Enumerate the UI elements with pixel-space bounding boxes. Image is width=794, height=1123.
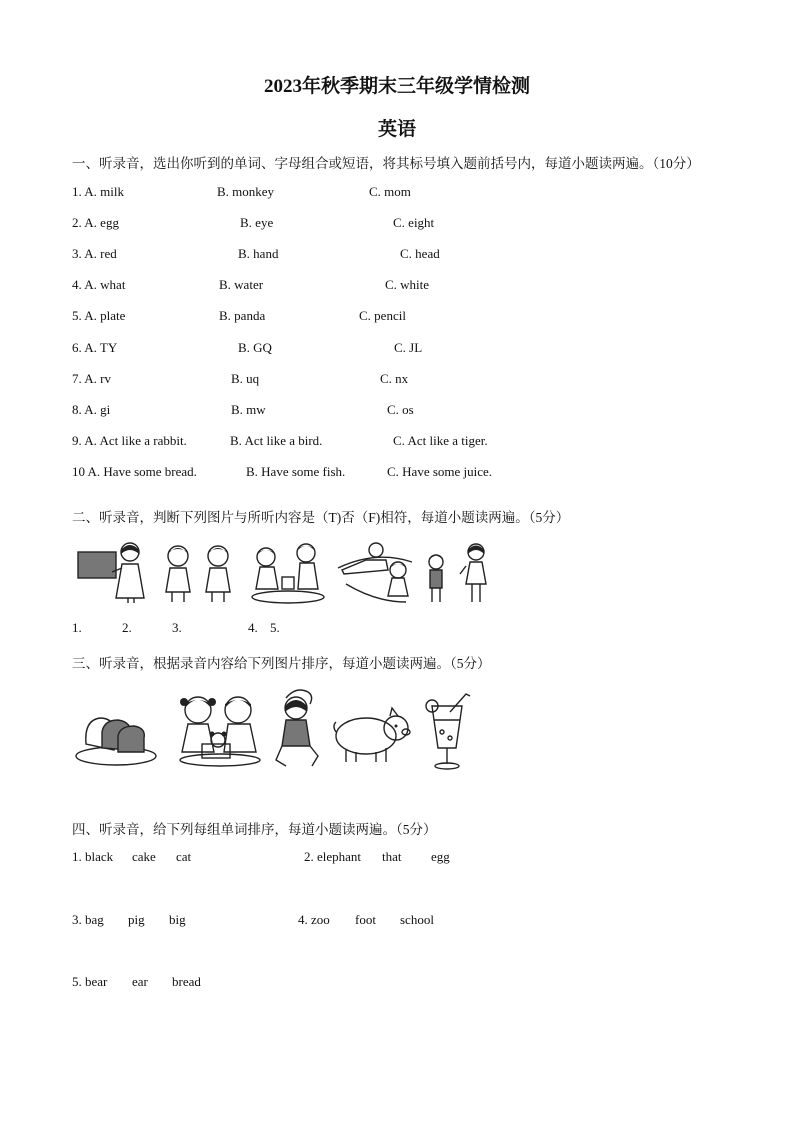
option-b: B. monkey bbox=[217, 184, 275, 199]
word: big bbox=[169, 912, 186, 927]
page-title: 2023年秋季期末三年级学情检测 bbox=[263, 76, 530, 97]
word-group bbox=[72, 974, 272, 990]
question-row bbox=[72, 402, 752, 418]
option-b: B. Act like a bird. bbox=[230, 433, 323, 448]
word: cat bbox=[176, 849, 192, 864]
option-a: 4. A. what bbox=[72, 277, 126, 292]
section4-heading: 四、听录音，给下列每组单词排序，每道小题读两遍。（5分） bbox=[72, 822, 437, 837]
boy-and-girl-image bbox=[420, 542, 496, 604]
section3-heading: 三、听录音，根据录音内容给下列图片排序，每道小题读两遍。（5分） bbox=[72, 656, 491, 671]
section2-numbers bbox=[72, 620, 372, 636]
bread-plate-image bbox=[74, 704, 158, 768]
word: 3. bag bbox=[72, 912, 104, 927]
word: pig bbox=[128, 912, 145, 927]
juice-glass-image bbox=[424, 692, 472, 772]
word: egg bbox=[431, 849, 450, 864]
word-group bbox=[298, 912, 498, 928]
option-c: C. white bbox=[385, 277, 430, 292]
word: bread bbox=[172, 974, 201, 989]
picture-number: 1. bbox=[72, 620, 82, 635]
children-playing-image bbox=[248, 543, 328, 605]
option-b: B. panda bbox=[219, 308, 266, 323]
pig-image bbox=[332, 704, 412, 766]
boys-playing-image bbox=[336, 540, 414, 604]
option-c: C. pencil bbox=[359, 308, 406, 323]
option-a: 8. A. gi bbox=[72, 402, 111, 417]
option-a: 9. A. Act like a rabbit. bbox=[72, 433, 187, 448]
word: school bbox=[400, 912, 434, 927]
option-a: 2. A. egg bbox=[72, 215, 119, 230]
option-b: B. hand bbox=[238, 246, 279, 261]
option-c: C. JL bbox=[394, 340, 423, 355]
question-row bbox=[72, 215, 752, 231]
option-c: C. Have some juice. bbox=[387, 464, 493, 479]
option-c: C. os bbox=[387, 402, 414, 417]
word-group bbox=[304, 849, 524, 865]
word: cake bbox=[132, 849, 156, 864]
children-with-panda-image bbox=[172, 690, 268, 770]
option-b: B. Have some fish. bbox=[246, 464, 346, 479]
section2-heading: 二、听录音，判断下列图片与所听内容是（T)否（F)相符，每道小题读两遍。（5分） bbox=[72, 510, 570, 525]
section1-heading: 一、听录音，选出你听到的单词、字母组合或短语，将其标号填入题前括号内，每道小题读两遍。（10分） bbox=[72, 156, 700, 171]
word-group bbox=[72, 849, 272, 865]
option-a: 7. A. rv bbox=[72, 371, 111, 386]
question-row bbox=[72, 340, 752, 356]
option-c: C. Act like a tiger. bbox=[393, 433, 488, 448]
option-c: C. nx bbox=[380, 371, 409, 386]
option-b: B. eye bbox=[240, 215, 274, 230]
question-row bbox=[72, 308, 752, 324]
picture-number: 4. bbox=[248, 620, 258, 635]
question-row bbox=[72, 433, 752, 449]
question-row bbox=[72, 246, 752, 262]
word: 5. bear bbox=[72, 974, 108, 989]
option-a: 10 A. Have some bread. bbox=[72, 464, 197, 479]
option-a: 6. A. TY bbox=[72, 340, 118, 355]
two-girls-image bbox=[160, 544, 240, 604]
option-a: 3. A. red bbox=[72, 246, 117, 261]
word: 4. zoo bbox=[298, 912, 330, 927]
picture-number: 3. bbox=[172, 620, 182, 635]
word: 2. elephant bbox=[304, 849, 362, 864]
question-row bbox=[72, 371, 752, 387]
subject-title: 英语 bbox=[377, 119, 416, 140]
option-a: 1. A. milk bbox=[72, 184, 125, 199]
option-c: C. head bbox=[400, 246, 440, 261]
question-row bbox=[72, 464, 752, 480]
word: that bbox=[382, 849, 402, 864]
question-row bbox=[72, 277, 752, 293]
option-a: 5. A. plate bbox=[72, 308, 126, 323]
picture-number: 2. bbox=[122, 620, 132, 635]
word: ear bbox=[132, 974, 148, 989]
option-c: C. eight bbox=[393, 215, 435, 230]
word: foot bbox=[355, 912, 376, 927]
teacher-blackboard-image bbox=[76, 540, 154, 604]
option-b: B. mw bbox=[231, 402, 266, 417]
word-group bbox=[72, 912, 272, 928]
word: 1. black bbox=[72, 849, 114, 864]
picture-number: 5. bbox=[270, 620, 280, 635]
option-b: B. uq bbox=[231, 371, 260, 386]
option-c: C. mom bbox=[369, 184, 411, 199]
option-b: B. water bbox=[219, 277, 264, 292]
question-row bbox=[72, 184, 752, 200]
option-b: B. GQ bbox=[238, 340, 272, 355]
child-stretching-image bbox=[272, 686, 326, 770]
